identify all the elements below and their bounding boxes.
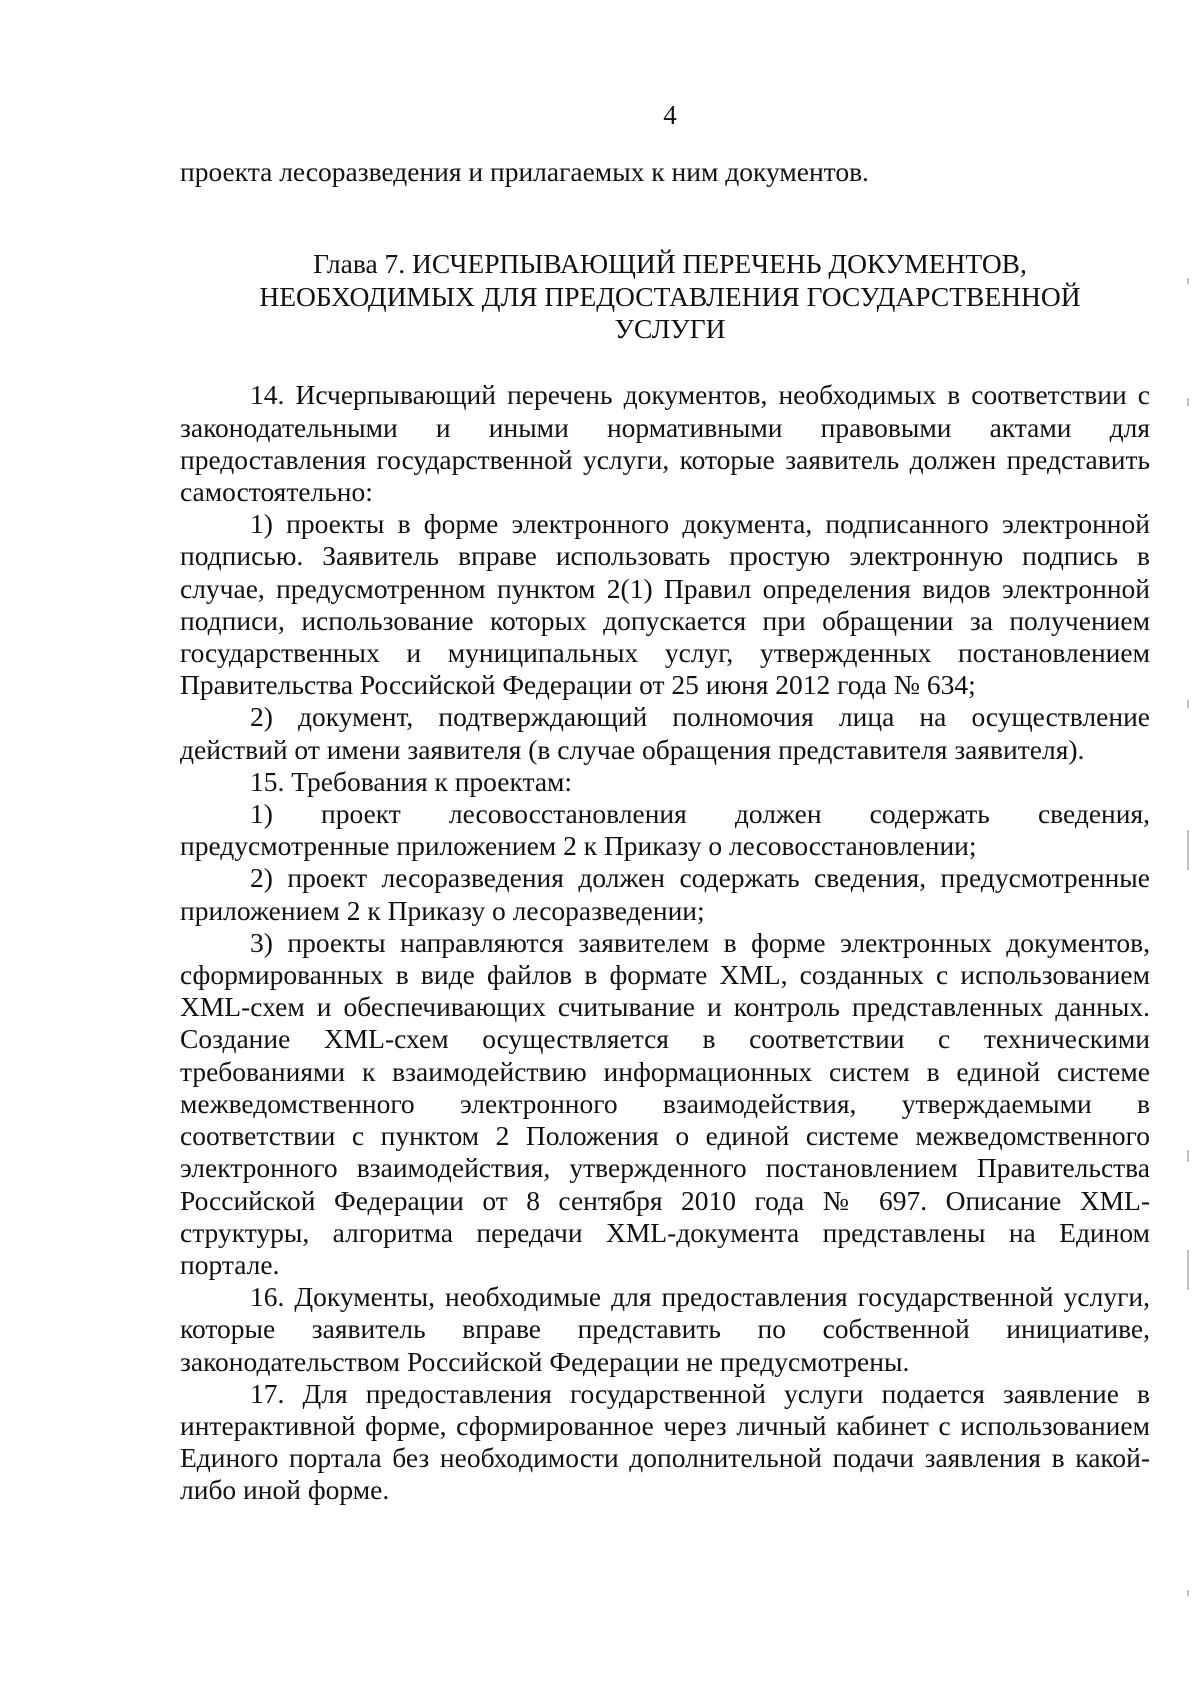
paragraph-14: 14. Исчерпывающий перечень документов, необходимых в соответствии с законодательными и иными нормативными правовыми актами для предоставления государственной услуги, которые заявитель должен представить самостоятельно: bbox=[180, 379, 1150, 508]
paragraph-15-item-3: 3) проекты направляются заявителем в форме электронных документов, сформированных в виде файлов в формате XML, созданных с использованием XML-схем и обеспечивающих считывание и контроль представленных данных. Создание XML-схем осуществляется в соответствии с техническими требованиями к взаимодействию информационных систем в единой системе межведомственного электронного взаимодействия, утверждаемыми в соответствии с пунктом 2 Положения о единой системе межведомственного электронного взаимодействия, утвержденного постановлением Правительства Российской Федерации от 8 сентября 2010 года № 697. Описание XML-структуры, алгоритма передачи XML-документа представлены на Едином портале. bbox=[180, 926, 1150, 1280]
scan-margin-mark bbox=[1187, 398, 1189, 406]
scan-margin-mark bbox=[1187, 278, 1189, 284]
paragraph-15-item-2: 2) проект лесоразведения должен содержать сведения, предусмотренные приложением 2 к Приказу о лесоразведении; bbox=[180, 862, 1150, 926]
continuation-line: проекта лесоразведения и прилагаемых к ним документов. bbox=[180, 156, 869, 187]
paragraph-14-item-2: 2) документ, подтверждающий полномочия лица на осуществление действий от имени заявителя (в случае обращения представителя заявителя). bbox=[180, 701, 1150, 765]
scan-margin-mark bbox=[1187, 1590, 1189, 1596]
paragraph-15: 15. Требования к проектам: bbox=[250, 765, 573, 797]
chapter-heading-line-2: НЕОБХОДИМЫХ ДЛЯ ПРЕДОСТАВЛЕНИЯ ГОСУДАРСТВЕННОЙ bbox=[259, 280, 1081, 312]
chapter-heading-line-1: Глава 7. ИСЧЕРПЫВАЮЩИЙ ПЕРЕЧЕНЬ ДОКУМЕНТОВ, bbox=[313, 248, 1027, 280]
chapter-heading bbox=[180, 248, 1150, 345]
document-body bbox=[180, 156, 1150, 1507]
paragraph-14-item-1: 1) проекты в форме электронного документа, подписанного электронной подписью. Заявитель вправе использовать простую электронную подпись в случае, предусмотренном пунктом 2(1) Правил определения видов электронной подписи, использование которых допускается при обращении за получением государственных и муниципальных услуг, утвержденных постановлением Правительства Российской Федерации от 25 июня 2012 года № 634; bbox=[180, 508, 1150, 701]
paragraph-16: 16. Документы, необходимые для предоставления государственной услуги, которые заявитель вправе представить по собственной инициативе, законодательством Российской Федерации не предусмотрены. bbox=[180, 1281, 1150, 1377]
scan-margin-mark bbox=[1187, 1150, 1189, 1162]
paragraph-17: 17. Для предоставления государственной услуги подается заявление в интерактивной форме, сформированное через личный кабинет с использованием Единого портала без необходимости дополнительной подачи заявления в какой-либо иной форме. bbox=[180, 1377, 1150, 1506]
scan-margin-mark bbox=[1187, 1250, 1189, 1290]
page-number: 4 bbox=[663, 100, 677, 130]
scan-margin-mark bbox=[1187, 830, 1189, 870]
paragraph-15-item-1: 1) проект лесовосстановления должен содержать сведения, предусмотренные приложением 2 к Приказу о лесовосстановлении; bbox=[180, 798, 1150, 862]
scan-margin-mark bbox=[1187, 700, 1189, 708]
chapter-heading-line-3: УСЛУГИ bbox=[614, 313, 726, 345]
